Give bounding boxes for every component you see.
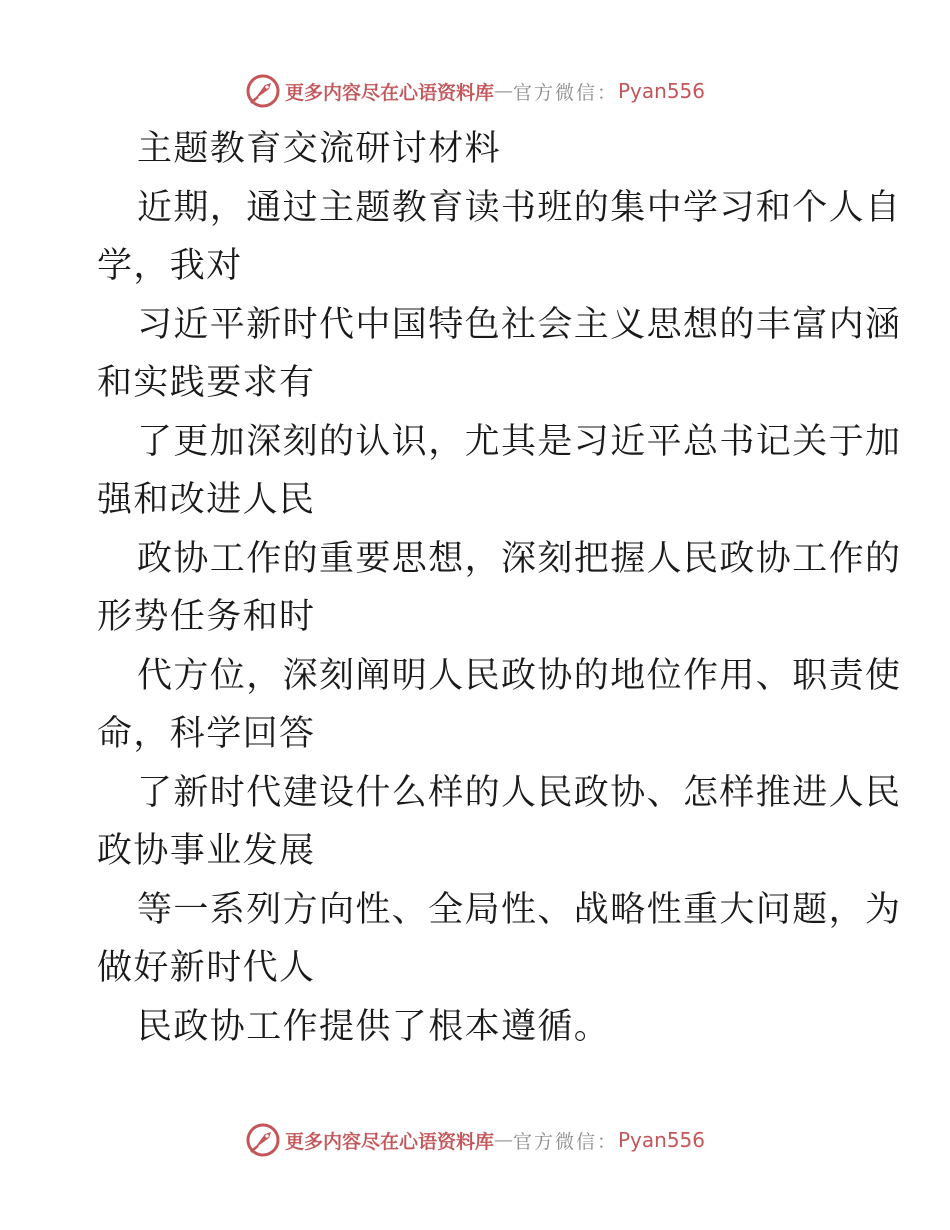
banner-dash: — <box>493 1129 513 1151</box>
text-line: 习近平新时代中国特色社会主义思想的丰富内涵 <box>137 304 902 345</box>
pen-nib-logo-icon <box>245 1122 281 1158</box>
text-line: 近期，通过主题教育读书班的集中学习和个人自 <box>137 187 902 228</box>
text-line: 和实践要求有 <box>97 363 316 403</box>
banner-official-label: 官方微信： <box>512 81 618 104</box>
text-line: 民政协工作提供了根本遵循。 <box>137 1006 611 1047</box>
banner-brand-text: 更多内容尽在心语资料库 <box>284 81 494 104</box>
text-line: 政协事业发展 <box>97 831 316 871</box>
footer-banner <box>0 1120 950 1160</box>
text-line: 代方位，深刻阐明人民政协的地位作用、职责使 <box>137 655 902 696</box>
header-banner <box>0 71 950 111</box>
banner-wechat-id: Pyan556 <box>618 79 706 103</box>
document-title: 主题教育交流研讨材料 <box>137 129 502 169</box>
text-line: 命，科学回答 <box>97 714 316 754</box>
banner-official-label: 官方微信： <box>512 1130 618 1153</box>
banner-dash: — <box>493 80 513 102</box>
banner-brand-text: 更多内容尽在心语资料库 <box>284 1130 494 1153</box>
text-line: 政协工作的重要思想，深刻把握人民政协工作的 <box>137 538 902 579</box>
text-line: 形势任务和时 <box>97 597 316 637</box>
text-line: 了更加深刻的认识，尤其是习近平总书记关于加 <box>137 421 902 462</box>
banner-wechat-id: Pyan556 <box>618 1128 706 1152</box>
text-line: 强和改进人民 <box>97 480 316 520</box>
pen-nib-logo-icon <box>245 73 281 109</box>
text-line: 做好新时代人 <box>97 948 316 988</box>
text-line: 了新时代建设什么样的人民政协、怎样推进人民 <box>137 772 902 813</box>
document-body <box>97 120 902 1056</box>
text-line: 学，我对 <box>97 246 243 286</box>
text-line: 等一系列方向性、全局性、战略性重大问题，为 <box>137 889 902 930</box>
